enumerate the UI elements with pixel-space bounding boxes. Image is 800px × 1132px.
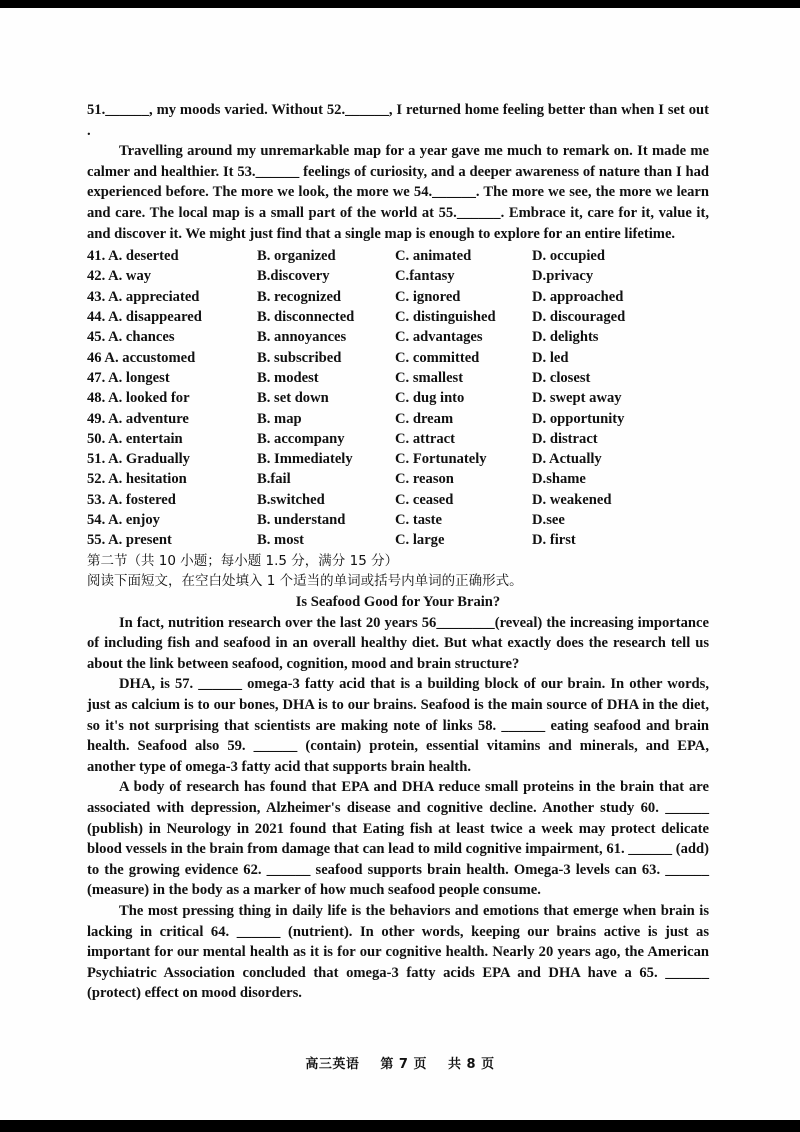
- footer-page-number: 第 7 页: [380, 1057, 427, 1072]
- option-d: D.privacy: [532, 268, 594, 285]
- option-a: 50. A. entertain: [87, 430, 183, 447]
- option-b: B. Immediately: [257, 451, 353, 468]
- option-b: B. understand: [257, 512, 346, 529]
- option-row: [87, 327, 709, 347]
- option-d: D. delights: [532, 329, 599, 346]
- option-a: 47. A. longest: [87, 369, 170, 386]
- option-c: C. dream: [395, 410, 454, 427]
- option-d: D. discouraged: [532, 309, 626, 326]
- option-row: [87, 266, 709, 286]
- option-b: B. map: [257, 410, 302, 427]
- option-a: 52. A. hesitation: [87, 471, 187, 488]
- section-instruction: 阅读下面短文，在空白处填入 1 个适当的单词或括号内单词的正确形式。: [87, 572, 523, 589]
- option-c: C. smallest: [395, 369, 464, 386]
- option-a: 42. A. way: [87, 268, 152, 285]
- option-b: B. recognized: [257, 288, 342, 305]
- exam-page: [87, 100, 709, 1004]
- option-a: 48. A. looked for: [87, 390, 190, 407]
- option-d: D.shame: [532, 471, 586, 488]
- article-paragraph: In fact, nutrition research over the last 20 years 56________(reveal) the increasing importance of including fish and seafood in an overall healthy diet. But what exactly does the research tell us about the link between seafood, cognition, mood and brain structure?: [87, 614, 709, 672]
- option-c: C. ceased: [395, 491, 454, 508]
- option-b: B.discovery: [257, 268, 330, 285]
- article-paragraph: A body of research has found that EPA and DHA reduce small proteins in the brain that are associated with depression, Alzheimer's disease and cognitive decline. Another study 60. ______ (publish) in Neurology in 2021 found that Eating fish at least twice a week may protect delicate blood vessels in the brain from damage that can lead to mild cognitive impairment, 61. ______ (add) to the growing evidence 62. ______ seafood supports brain health. Omega-3 levels can 63. ______ (measure) in the body as a marker of how much seafood people consume.: [87, 779, 709, 899]
- option-d: D. distract: [532, 430, 598, 447]
- option-d: D. led: [532, 349, 569, 366]
- option-a: 45. A. chances: [87, 329, 175, 346]
- option-row: [87, 510, 709, 530]
- option-c: C. committed: [395, 349, 480, 366]
- option-c: C. dug into: [395, 390, 465, 407]
- option-c: C. ignored: [395, 288, 461, 305]
- options-table: [87, 246, 709, 550]
- option-c: C. advantages: [395, 329, 483, 346]
- section-heading: 第二节（共 10 小题；每小题 1.5 分，满分 15 分）: [87, 552, 399, 569]
- option-row: [87, 368, 709, 388]
- option-d: D. swept away: [532, 390, 622, 407]
- option-c: C. large: [395, 532, 445, 549]
- option-b: B. annoyances: [257, 329, 347, 346]
- option-row: [87, 307, 709, 327]
- option-d: D. approached: [532, 288, 624, 305]
- option-d: D.see: [532, 512, 565, 529]
- option-c: C. taste: [395, 512, 443, 529]
- passage-paragraph: Travelling around my unremarkable map for a year gave me much to remark on. It made me calmer and healthier. It 53.______ feelings of curiosity, and a deeper awareness of nature than I had experienced before. The more we look, the more we 54.______. The more we see, the more we learn and care. The local map is a small part of the world at 55.______. Embrace it, care for it, value it, and discover it. We might just find that a single map is enough to explore for an entire lifetime.: [87, 143, 709, 242]
- option-d: D. Actually: [532, 451, 602, 468]
- option-a: 54. A. enjoy: [87, 512, 160, 529]
- option-row: [87, 490, 709, 510]
- option-b: B. organized: [257, 248, 336, 265]
- option-a: 55. A. present: [87, 532, 172, 549]
- passage-paragraph: 51.______, my moods varied. Without 52.______, I returned home feeling better than when I set out .: [87, 102, 709, 139]
- option-b: B. disconnected: [257, 309, 355, 326]
- option-a: 49. A. adventure: [87, 410, 189, 427]
- option-b: B. accompany: [257, 430, 345, 447]
- article-paragraph: The most pressing thing in daily life is the behaviors and emotions that emerge when brain is lacking in critical 64. ______ (nutrient). In other words, keeping our brains active is just as important for our mental health as it is for our cognitive health. Nearly 20 years ago, the American Psychiatric Association concluded that omega-3 fatty acids EPA and DHA have a 65. ______ (protect) effect on mood disorders.: [87, 902, 709, 1002]
- article-title: Is Seafood Good for Your Brain?: [295, 593, 501, 610]
- option-a: 53. A. fostered: [87, 491, 176, 508]
- option-row: [87, 388, 709, 408]
- option-a: 46 A. accustomed: [87, 349, 196, 366]
- option-row: [87, 287, 709, 307]
- option-c: C. attract: [395, 430, 455, 447]
- option-a: 43. A. appreciated: [87, 288, 200, 305]
- option-c: C.fantasy: [395, 268, 455, 285]
- article-paragraph: DHA, is 57. ______ omega-3 fatty acid that is a building block of our brain. In other words, just as calcium is to our bones, DHA is to our brains. Seafood is the main source of DHA in the diet, so it's not surprising that scientists are making note of links 58. ______ eating seafood and brain health. Seafood also 59. ______ (contain) protein, essential vitamins and minerals, and EPA, another type of omega-3 fatty acid that supports brain health.: [87, 676, 709, 775]
- option-c: C. distinguished: [395, 309, 496, 326]
- option-a: 51. A. Gradually: [87, 451, 190, 468]
- option-row: [87, 449, 709, 469]
- option-b: B. modest: [257, 369, 319, 386]
- option-b: B. set down: [257, 390, 329, 407]
- option-a: 41. A. deserted: [87, 248, 179, 265]
- option-a: 44. A. disappeared: [87, 309, 202, 326]
- option-b: B.switched: [257, 491, 325, 508]
- option-b: B. subscribed: [257, 349, 342, 366]
- option-d: D. closest: [532, 369, 591, 386]
- footer-subject: 高三英语: [305, 1057, 360, 1072]
- option-d: D. opportunity: [532, 410, 625, 427]
- option-d: D. weakened: [532, 491, 612, 508]
- option-c: C. Fortunately: [395, 451, 487, 468]
- option-b: B.fail: [257, 471, 291, 488]
- scan-border-bottom: [0, 1120, 800, 1132]
- page-footer: [0, 1053, 800, 1072]
- option-row: [87, 469, 709, 489]
- option-row: [87, 348, 709, 368]
- option-row: [87, 409, 709, 429]
- option-row: [87, 429, 709, 449]
- option-c: C. reason: [395, 471, 454, 488]
- option-d: D. occupied: [532, 248, 605, 265]
- option-row: [87, 530, 709, 550]
- option-d: D. first: [532, 532, 576, 549]
- option-b: B. most: [257, 532, 305, 549]
- footer-total-pages: 共 8 页: [448, 1057, 495, 1072]
- scan-border-top: [0, 0, 800, 8]
- option-c: C. animated: [395, 248, 472, 265]
- option-row: [87, 246, 709, 266]
